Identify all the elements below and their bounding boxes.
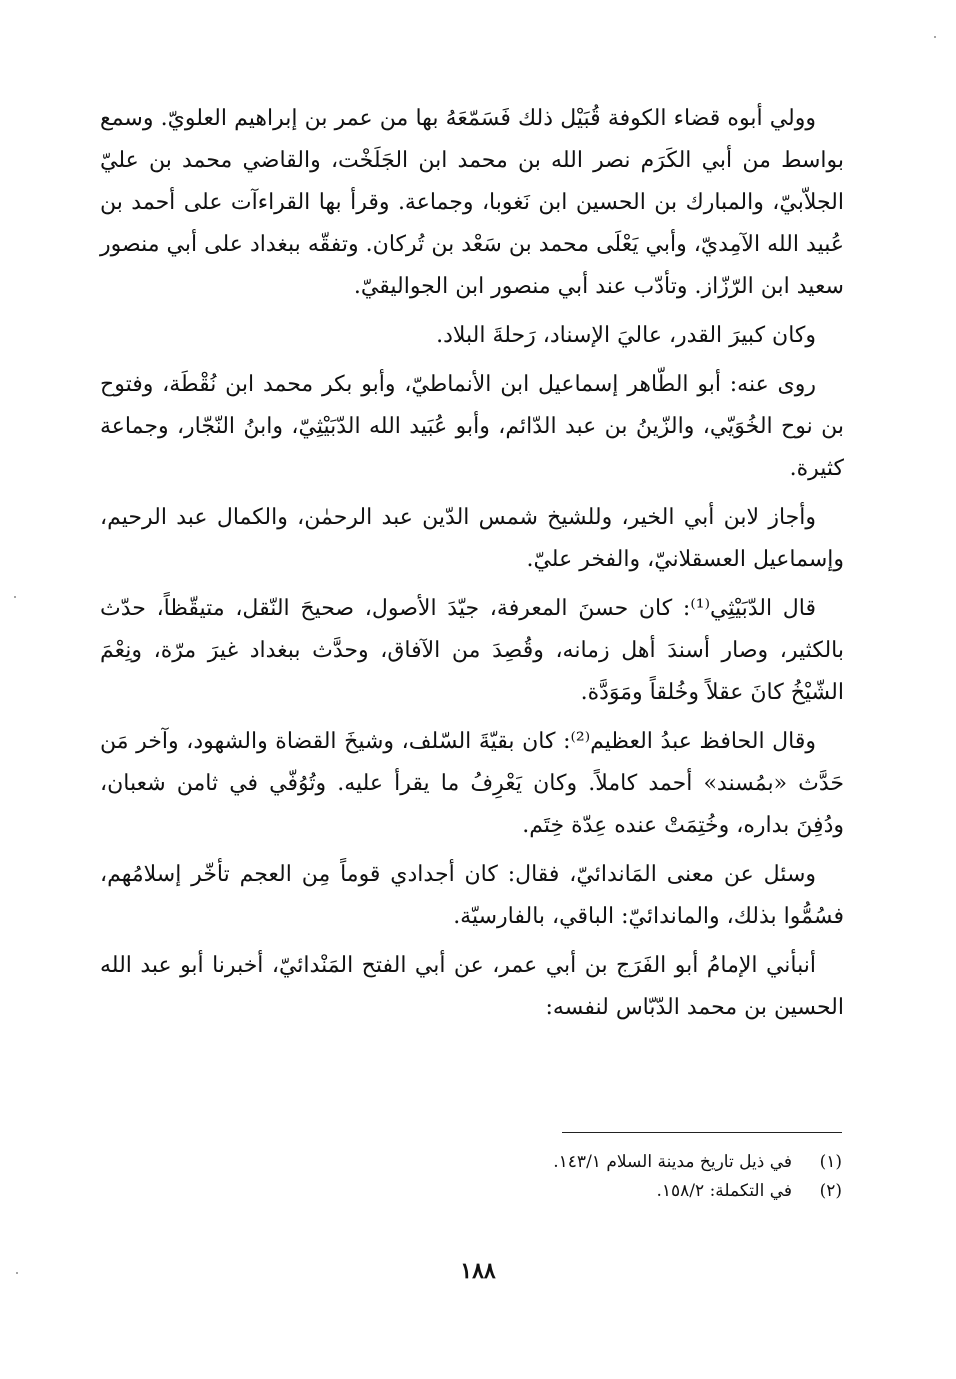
paragraph-1: وولي أبوه قضاء الكوفة قُبَيْل ذلك فَسَمّعَهُ بها من عمر بن إبراهيم العلويّ. وسمع بواسط من أبي الكَرَم نصر الله بن محمد ابن الجَلَخْت، والقاضي محمد بن عليّ الجلاّبيّ، والمبارك بن الحسين ابن نَغوبا، وجماعة. وقرأ بها القراءآت على أحمد بن عُبيد الله الآمِديّ، وأبي يَعْلَى محمد بن سَعْد بن تُركان. وتفقّه ببغداد على أبي منصور سعيد ابن الرّزّاز. وتأدّب عند أبي منصور ابن الجواليقيّ.	[100, 106, 844, 299]
paragraph-5: قال الدّبَيْثِي⁽¹⁾: كان حسنَ المعرفة، جيّدَ الأصول، صحيحَ النّقل، متيقّظاً، حدّث بالكثير، وصار أسندَ أهل زمانه، وقُصِدَ من الآفاق، وحدَّث ببغداد غيرَ مرّة، ونِعْمَ الشّيْخُ كانَ عقلاً وخُلقاً ومَوَدَّة.	[100, 596, 844, 705]
scan-speck	[16, 1272, 18, 1274]
footnote-1	[420, 1148, 842, 1177]
paragraph-3: روى عنه: أبو الطّاهر إسماعيل ابن الأنماطيّ، وأبو بكر محمد ابن نُقْطَة، وفتوح بن نوح الخُوَيّي، والزّينُ بن عبد الدّائم، وأبو عُبَيد الله الدّبَيْثِيّ، وابنُ النّجّار، وجماعة كثيرة.	[100, 372, 844, 481]
paragraph-7: وسئل عن معنى المَاندائيّ، فقال: كان أجدادي قوماً مِن العجم تأخّر إسلامُهم، فسُمُّوا بذلك، والماندائيّ: الباقي، بالفارسيّة.	[100, 862, 844, 929]
footnote-1-number: (١)	[819, 1152, 842, 1172]
scan-speck	[14, 596, 16, 598]
page-number: ١٨٨	[460, 1258, 496, 1284]
paragraph-8: أنبأني الإمامُ أبو الفَرَج بن أبي عمر، عن أبي الفتح المَنْدائيّ، أخبرنا أبو عبد الله الحسين بن محمد الدّبّاس لنفسه:	[100, 953, 844, 1020]
footnote-2-number: (٢)	[819, 1181, 842, 1201]
footnote-separator	[562, 1132, 842, 1133]
scan-speck	[934, 36, 936, 38]
main-text	[100, 98, 844, 1036]
paragraph-2: وكان كبيرَ القدر، عاليَ الإسناد، رَحلةَ البلاد.	[436, 323, 816, 348]
paragraph-6: وقال الحافظ عبدُ العظيم⁽²⁾: كان بقيّةَ السّلف، وشيخَ القضاة والشهود، وآخر مَن حَدَّث «بمُسند» أحمد كاملاً. وكان يَعْرِفُ ما يقرأ عليه. وتُوُفّي في ثامن شعبان، ودُفِنَ بداره، وخُتِمَتْ عنده عِدّة خِتَم.	[100, 729, 844, 838]
footnote-2-text: في التكملة: ١٥٨/٢.	[656, 1181, 792, 1201]
footnote-1-text: في ذيل تاريخ مدينة السلام ١٤٣/١.	[553, 1152, 792, 1172]
footnote-2	[420, 1177, 842, 1206]
footnotes	[420, 1148, 842, 1206]
paragraph-4: وأجاز لابن أبي الخير، وللشيخ شمس الدّين عبد الرحمٰن، والكمال عبد الرحيم، وإسماعيل العسقلانيّ، والفخر عليّ.	[100, 505, 844, 572]
